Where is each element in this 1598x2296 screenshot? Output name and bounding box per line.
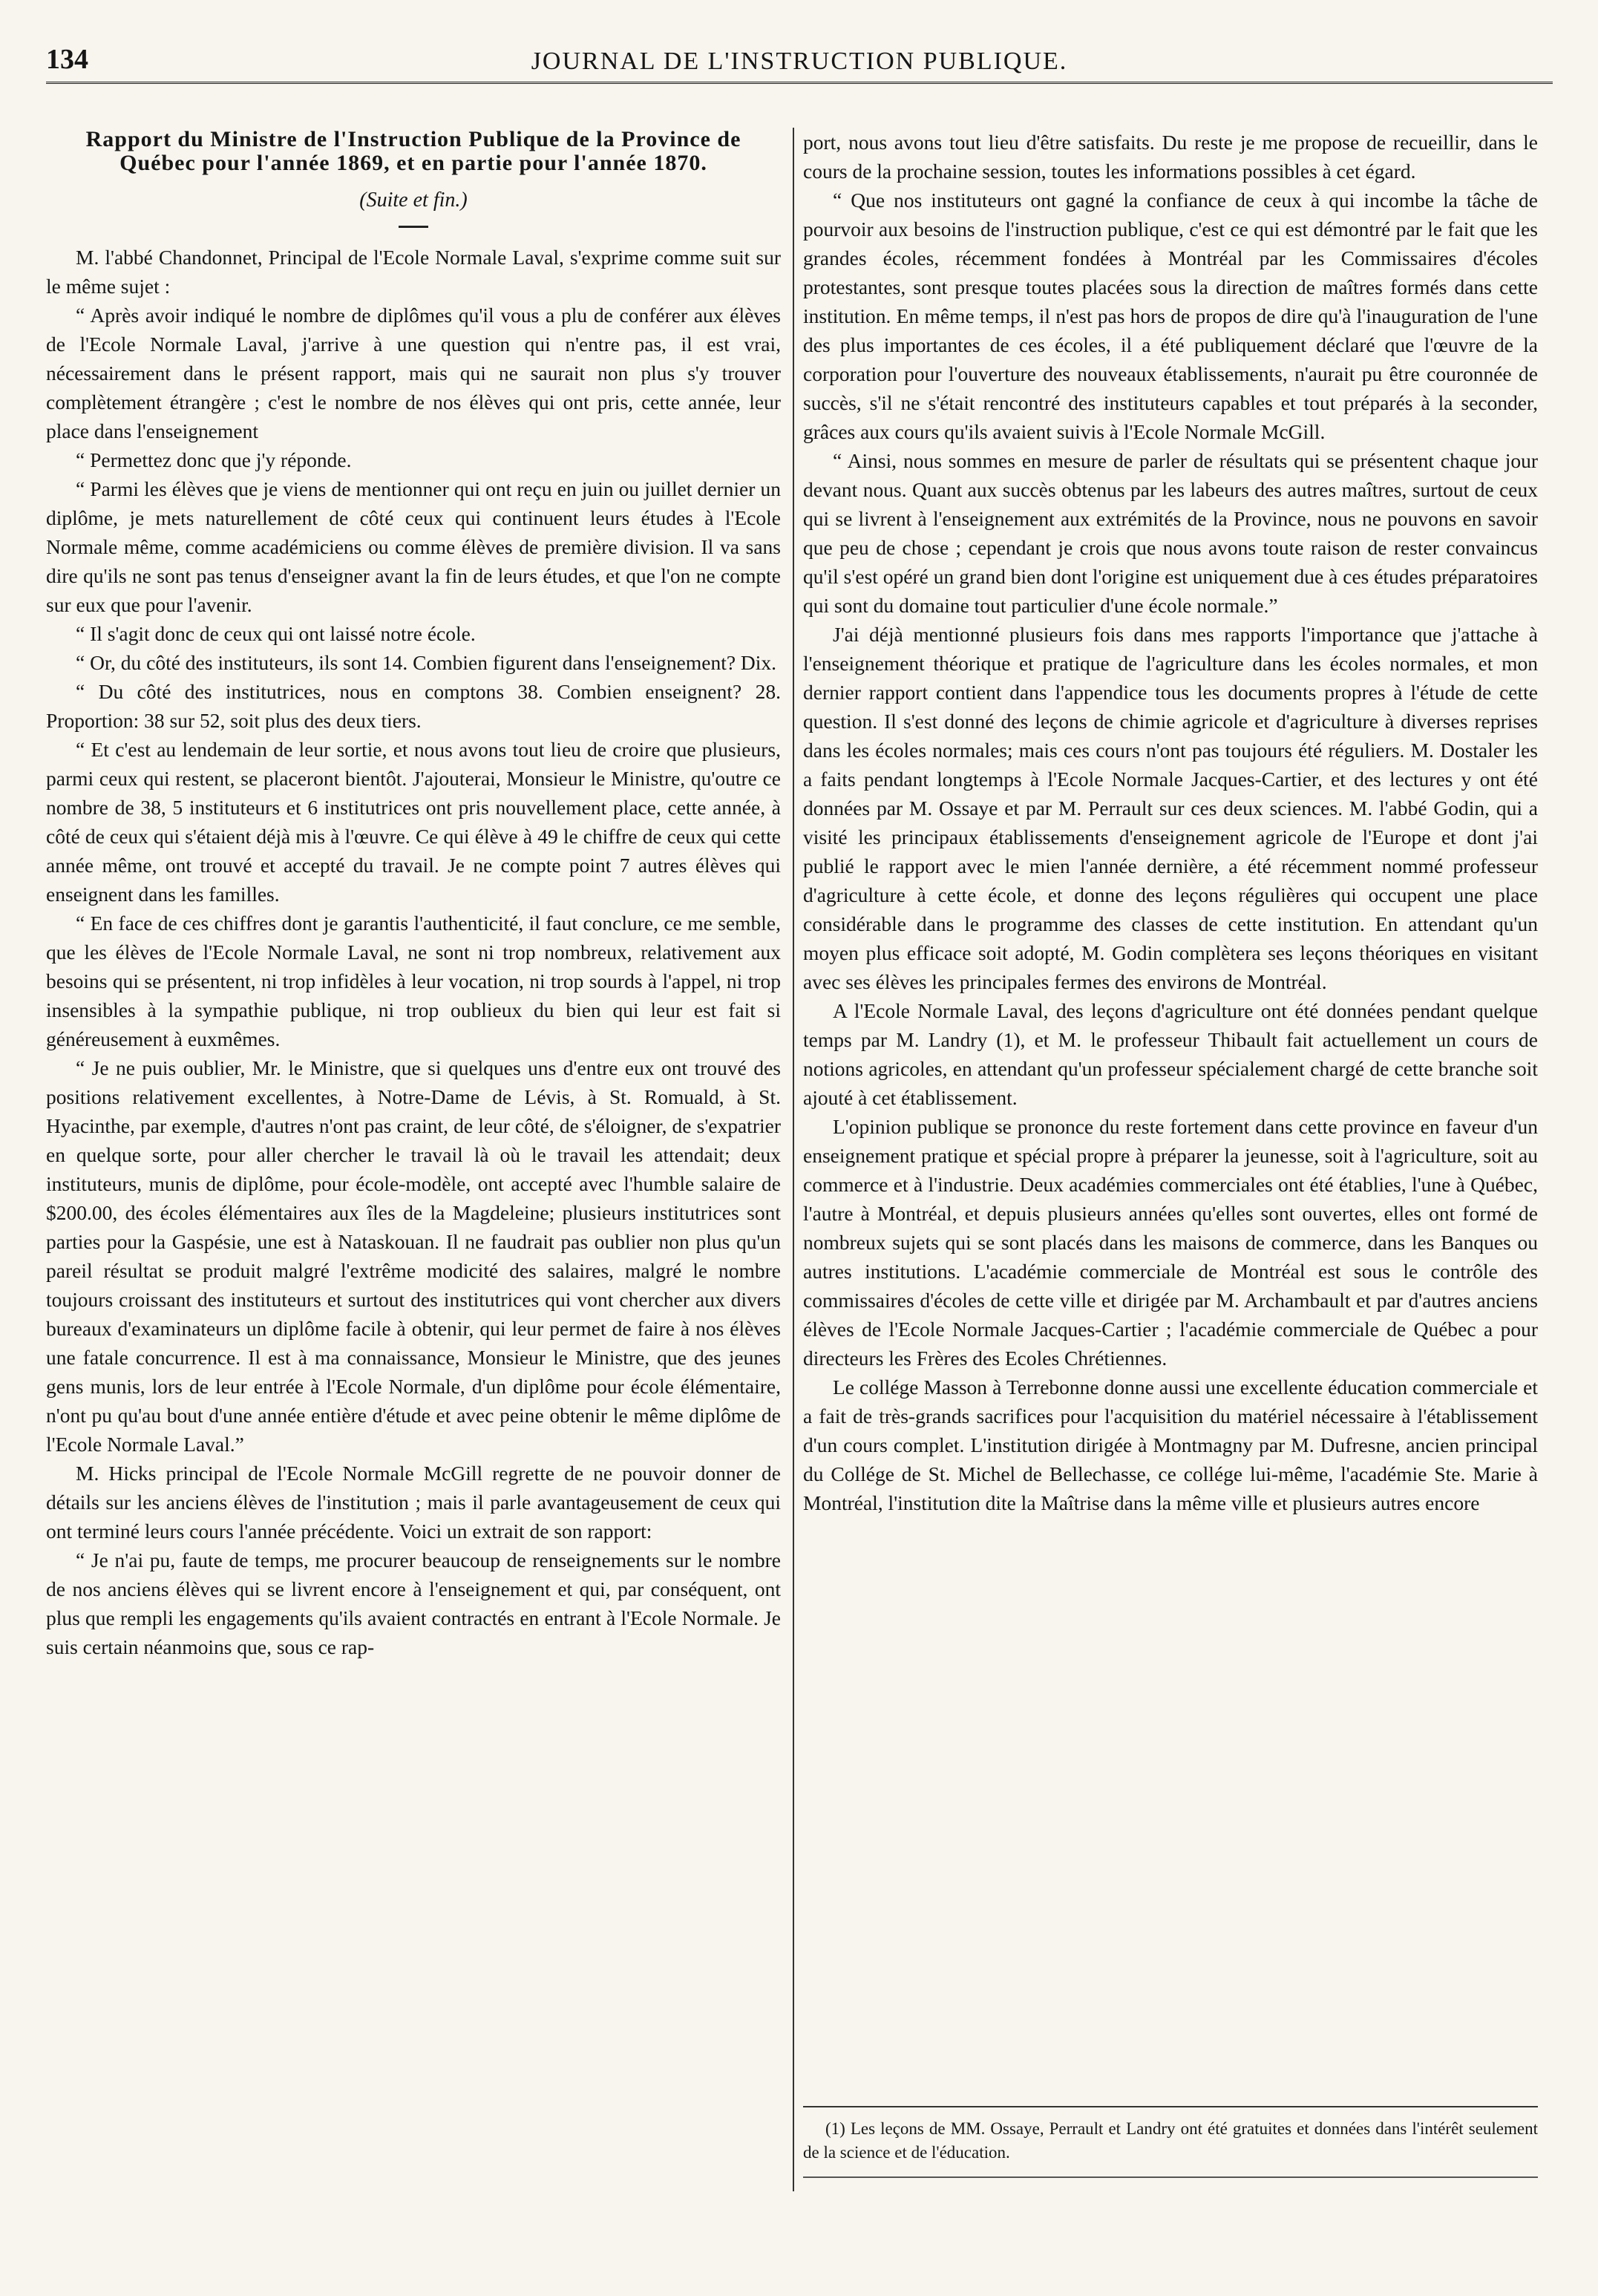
paragraph: “ Ainsi, nous sommes en mesure de parler de résultats qui se présentent chaque jour devant nous. Quant aux succès obtenus par les labeurs des autres maîtres, surtout de ceux qui se livrent à l'enseignement aux extrémités de la Province, nous ne pouvons en savoir que peu de chose ; cependant je crois que nous avons toute raison de rester convaincus qu'il s'est opéré un grand bien dont l'origine est uniquement due à ces études préparatoires qui sont du domaine tout particulier d'une école normale.” bbox=[803, 449, 1538, 617]
running-head bbox=[46, 39, 1553, 84]
paragraph: port, nous avons tout lieu d'être satisfaits. Du reste je me propose de recueillir, dans le cours de la prochaine session, toutes les informations possibles à cet égard. bbox=[803, 131, 1538, 183]
article-columns bbox=[46, 128, 1553, 2191]
article-title: Rapport du Ministre de l'Instruction Publique de la Province de Québec pour l'année 1869, et en partie pour l'année 1870. bbox=[85, 128, 741, 175]
footnote-rule bbox=[803, 2106, 1538, 2107]
paragraph: “ Je ne puis oublier, Mr. le Ministre, que si quelques uns d'entre eux ont trouvé des positions relativement excellentes, à Notre-Dame de Lévis, à St. Romuald, à St. Hyacinthe, par exemple, d'autres n'ont pas craint, de leur côté, de s'éloigner, de s'expatrier en quelque sorte, pour aller chercher le travail là où le travail les attendait; deux instituteurs, munis de diplôme, pour école-modèle, ont accepté avec l'humble salaire de $200.00, des écoles élémentaires aux îles de la Magdeleine; plusieurs institutrices sont parties pour la Gaspésie, une est à Nataskouan. Il ne faudrait pas oublier non plus qu'un pareil résultat se produit malgré l'extrême modicité des salaires, malgré le nombre toujours croissant des instituteurs et surtout des institutrices qui vont chercher aux divers bureaux d'examinateurs un diplôme facile à obtenir, qui leur permet de faire à nos élèves une fatale concurrence. Il est à ma connaissance, Monsieur le Ministre, que des jeunes gens munis, lors de leur entrée à l'Ecole Normale, d'un diplôme pour école élémentaire, n'ont pu qu'au bout d'une année entière d'étude et avec peine obtenir le même diplôme de l'Ecole Normale Laval.” bbox=[46, 1056, 781, 1456]
paragraph: L'opinion publique se prononce du reste fortement dans cette province en faveur d'un enseignement pratique et spécial propre à préparer la jeunesse, soit à l'agriculture, soit au commerce et à l'industrie. Deux académies commerciales ont été établies, l'une à Québec, l'autre à Montréal, et depuis plusieurs années qu'elles sont ouvertes, elles ont formé de nombreux sujets qui se sont placés dans les maisons de commerce, dans les Banques ou autres institutions. L'académie commerciale de Montréal est sous le contrôle des commissaires d'écoles de cette ville et dirigée par M. Archambault et par d'autres anciens élèves de l'Ecole Normale Jacques-Cartier ; l'académie commerciale de Québec a pour directeurs les Frères des Ecoles Chrétiennes. bbox=[803, 1115, 1538, 1370]
footnote: (1) Les leçons de MM. Ossaye, Perrault et Landry ont été gratuites et données dans l'intérêt seulement de la science et de l'éducation. bbox=[803, 2119, 1538, 2162]
paragraph: “ Je n'ai pu, faute de temps, me procurer beaucoup de renseignements sur le nombre de nos anciens élèves qui se livrent encore à l'enseignement et qui, par conséquent, ont plus que rempli les engagements qu'ils avaient contractés en entrant à l'Ecole Normale. Je suis certain néanmoins que, sous ce rap- bbox=[46, 1548, 781, 1658]
article-subtitle: (Suite et fin.) bbox=[359, 189, 468, 212]
right-column bbox=[803, 128, 1538, 2073]
paragraph: “ Il s'agit donc de ceux qui ont laissé notre école. bbox=[76, 622, 476, 645]
paragraph: “ En face de ces chiffres dont je garantis l'authenticité, il faut conclure, ce me semble, que les élèves de l'Ecole Normale Laval, ne sont ni trop nombreux, relativement aux besoins qui se présentent, ni trop infidèles à leur vocation, ni trop sourds à l'appel, ni trop insensibles à la sympathie publique, ni trop oublieux du bien qui leur est fait si généreusement à euxmêmes. bbox=[46, 912, 781, 1050]
section-divider bbox=[399, 226, 428, 228]
paragraph: “ Après avoir indiqué le nombre de diplômes qu'il vous a plu de conférer aux élèves de l'Ecole Normale Laval, j'arrive à une question qui n'entre pas, il est vrai, nécessairement dans le présent rapport, mais qui ne saurait non plus s'y trouver complètement étrangère ; c'est le nombre de nos élèves qui ont pris, cette année, leur place dans l'enseignement bbox=[46, 304, 781, 442]
paragraph: “ Or, du côté des instituteurs, ils sont 14. Combien figurent dans l'enseignement? Dix. bbox=[76, 651, 777, 674]
column-rule bbox=[793, 128, 794, 2191]
paragraph: “ Du côté des institutrices, nous en comptons 38. Combien enseignent? 28. Proportion: 38 sur 52, soit plus des deux tiers. bbox=[46, 680, 781, 732]
paragraph: “ Et c'est au lendemain de leur sortie, et nous avons tout lieu de croire que plusieurs, parmi ceux qui restent, se placeront bientôt. J'ajouterai, Monsieur le Ministre, qu'outre ce nombre de 38, 5 instituteurs et 6 institutrices ont pris nouvellement place, cette année, à côté de ceux qui s'étaient déjà mis à l'œuvre. Ce qui élève à 49 le chiffre de ceux qui cette année même, ont trouvé et accepté du travail. Je ne compte point 7 autres élèves qui enseignent dans les familles. bbox=[46, 738, 781, 906]
journal-page bbox=[46, 39, 1553, 2258]
left-column bbox=[46, 128, 781, 2191]
paragraph: “ Permettez donc que j'y réponde. bbox=[76, 448, 352, 471]
paragraph: M. l'abbé Chandonnet, Principal de l'Ecole Normale Laval, s'exprime comme suit sur le même sujet : bbox=[46, 246, 781, 298]
paragraph: A l'Ecole Normale Laval, des leçons d'agriculture ont été données pendant quelque temps par M. Landry (1), et M. le professeur Thibault fait actuellement un cours de notions agricoles, en attendant qu'un professeur spécialement chargé de cette branche soit ajouté à cet établissement. bbox=[803, 999, 1538, 1109]
journal-title: JOURNAL DE L'INSTRUCTION PUBLIQUE. bbox=[531, 48, 1068, 75]
paragraph: Le collége Masson à Terrebonne donne aussi une excellente éducation commerciale et a fait de très-grands sacrifices pour l'acquisition du matériel nécessaire à l'établissement d'un cours complet. L'institution dirigée à Montmagny par M. Dufresne, ancien principal du Collége de St. Michel de Bellechasse, ce collége lui-même, l'académie Ste. Marie à Montréal, l'institution dite la Maîtrise dans la même ville et plusieurs autres encore bbox=[803, 1376, 1538, 1514]
paragraph: J'ai déjà mentionné plusieurs fois dans mes rapports l'importance que j'attache à l'enseignement théorique et pratique de l'agriculture dans les écoles normales, et mon dernier rapport contient dans l'appendice tous les documents propres à l'étude de cette question. Il s'est donné des leçons de chimie agricole et d'agriculture à diverses reprises dans les écoles normales; mais ces cours n'ont pas toujours été réguliers. M. Dostaler les a faits pendant longtemps à l'Ecole Normale Jacques-Cartier, et des lectures y ont été données par M. Ossaye et par M. Perrault sur ces deux sciences. M. l'abbé Godin, qui a visité les principaux établissements d'enseignement agricole de l'Europe et dont j'ai publié le rapport avec le mien l'année dernière, a été récemment nommé professeur d'agriculture à cette école, et donne des leçons régulières qui occupent une place considérable dans le programme des classes de cette institution. En attendant qu'un moyen plus efficace soit adopté, M. Godin complètera ses leçons théoriques en visitant avec ses élèves les principales fermes des environs de Montréal. bbox=[803, 623, 1538, 993]
bottom-rule bbox=[803, 2176, 1538, 2178]
paragraph: M. Hicks principal de l'Ecole Normale McGill regrette de ne pouvoir donner de détails sur les anciens élèves de l'institution ; mais il parle avantageusement de ceux qui ont terminé leurs cours l'année précédente. Voici un extrait de son rapport: bbox=[46, 1462, 781, 1543]
paragraph: “ Que nos instituteurs ont gagné la confiance de ceux à qui incombe la tâche de pourvoir aux besoins de l'instruction publique, c'est ce qui est démontré par le fait que les grandes écoles, récemment fondées à Montréal par les Commissaires d'écoles protestantes, sont presque toutes placées sous la direction de maîtres formés dans cette institution. En même temps, il n'est pas hors de propos de dire qu'à l'inauguration de l'une des plus importantes de ces écoles, il a été publiquement déclaré que l'œuvre de la corporation pour l'ouverture des nouveaux établissements, n'aurait pu être couronnée de succès, s'il ne s'était rencontré des instituteurs capables et tout préparés à la seconder, grâces aux cours qu'ils avaient suivis à l'Ecole Normale McGill. bbox=[803, 189, 1538, 443]
paragraph: “ Parmi les élèves que je viens de mentionner qui ont reçu en juin ou juillet dernier un diplôme, je mets naturellement de côté ceux qui continuent leurs études à l'Ecole Normale même, comme académiciens ou comme élèves de première division. Il va sans dire qu'ils ne sont pas tenus d'enseigner avant la fin de leurs études, et que l'on ne compte sur eux que pour l'avenir. bbox=[46, 477, 781, 616]
page-number: 134 bbox=[46, 44, 88, 75]
